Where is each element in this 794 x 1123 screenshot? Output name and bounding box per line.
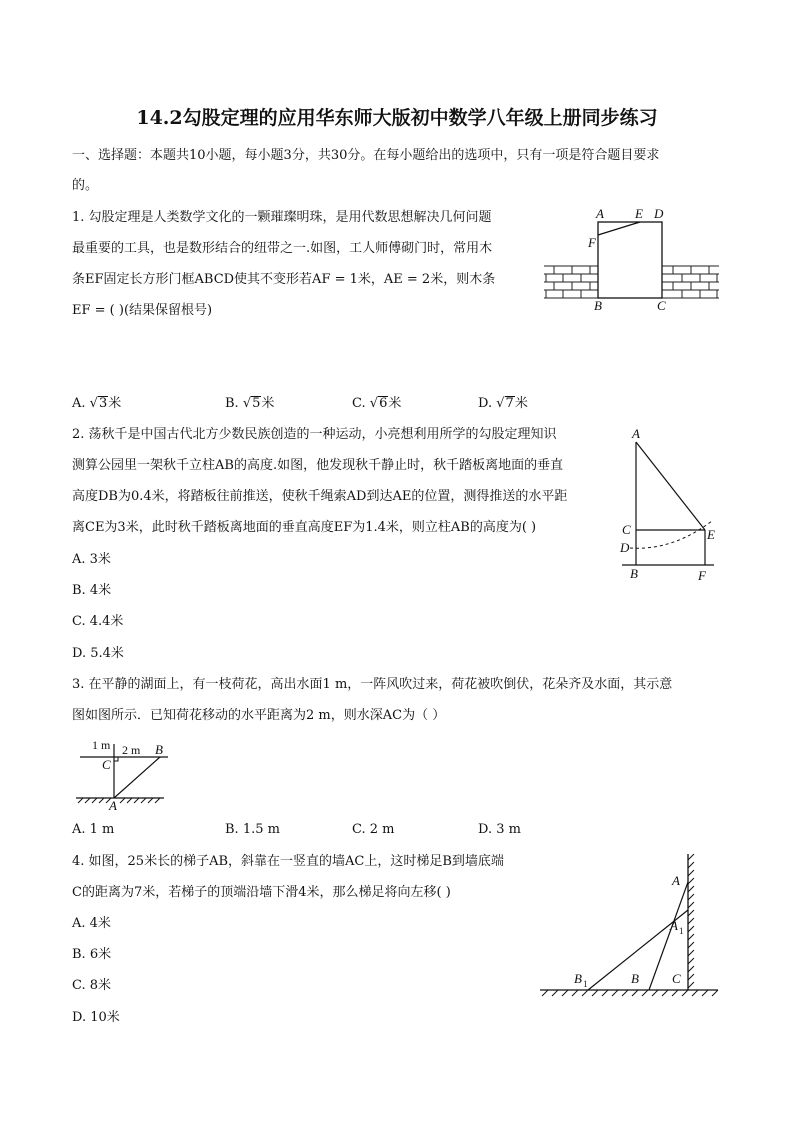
label-a1: A	[670, 918, 678, 933]
brick-wall-right	[662, 266, 719, 298]
label-b: B	[631, 971, 639, 986]
option-radicand: 5	[252, 396, 261, 411]
q1-option-b[interactable]	[225, 396, 274, 412]
label-f: F	[588, 235, 596, 250]
q2-stem-line3: 高度DB为0.4米，将踏板往前推送，使秋千绳索AD到达AE的位置，测得推送的水平距	[72, 489, 568, 504]
section-header-line1: 一、选择题：本题共10小题，每小题3分，共30分。在每小题给出的选项中，只有一项是符合题目要求	[72, 148, 660, 163]
label-c: C	[102, 757, 111, 772]
label-b1-sub: 1	[583, 979, 588, 989]
q3-option-c[interactable]: C. 2 m	[352, 822, 395, 837]
q2-swing-figure	[612, 425, 727, 585]
option-letter: A.	[72, 396, 86, 411]
swing-arc	[630, 521, 712, 548]
wall-hatch	[688, 854, 694, 988]
label-e: E	[707, 527, 715, 542]
option-unit: 米	[108, 396, 122, 411]
q1-option-d[interactable]	[478, 396, 528, 412]
option-radicand: 6	[379, 396, 388, 411]
q2-stem-line2: 测算公园里一架秋千立柱AB的高度.如图，他发现秋千静止时，秋千踏板离地面的垂直	[72, 458, 564, 473]
label-a: A	[109, 798, 117, 813]
lake-bed-hatch	[78, 798, 160, 803]
q4-stem-line2: C的距离为7米，若梯子的顶端沿墙下滑4米，那么梯足将向左移( )	[72, 885, 451, 900]
label-2m: 2 m	[122, 743, 141, 757]
sqrt-icon: √	[369, 396, 379, 411]
label-a: A	[672, 873, 680, 888]
q2-option-b[interactable]: B. 4米	[72, 583, 112, 598]
q1-option-c[interactable]	[352, 396, 401, 412]
label-f: F	[698, 568, 706, 583]
option-letter: B.	[225, 396, 239, 411]
q4-option-c[interactable]: C. 8米	[72, 978, 112, 993]
q1-stem-line2: 最重要的工具，也是数形结合的纽带之一.如图，工人师傅砌门时，常用木	[72, 241, 493, 256]
page-title: 14.2勾股定理的应用华东师大版初中数学八年级上册同步练习	[136, 107, 658, 129]
q3-lotus-figure	[72, 735, 172, 813]
label-e: E	[635, 206, 643, 221]
label-c: C	[657, 298, 666, 313]
label-a1-sub: 1	[679, 926, 684, 936]
q3-stem-line1: 3. 在平静的湖面上，有一枝荷花，高出水面1 m，一阵风吹过来，荷花被吹倒伏，花朵齐及水面，其示意	[72, 677, 673, 692]
brick-wall-left	[544, 266, 598, 298]
q4-option-a[interactable]: A. 4米	[72, 916, 111, 931]
option-radicand: 3	[98, 396, 108, 411]
label-c: C	[672, 971, 681, 986]
sqrt-icon: √	[89, 396, 98, 411]
section-header-line2: 的。	[72, 178, 99, 193]
label-b: B	[630, 566, 638, 581]
q4-option-b[interactable]: B. 6米	[72, 947, 112, 962]
label-d: D	[620, 540, 630, 555]
label-1m: 1 m	[92, 738, 111, 752]
sqrt-icon: √	[496, 396, 505, 411]
option-letter: C.	[352, 396, 366, 411]
q2-stem-line1: 2. 荡秋千是中国古代北方少数民族创造的一种运动，小亮想利用所学的勾股定理知识	[72, 427, 557, 442]
q1-option-a[interactable]	[72, 396, 121, 412]
q4-stem-line1: 4. 如图，25米长的梯子AB，斜靠在一竖直的墙AC上，这时梯足B到墙底端	[72, 854, 504, 869]
q4-option-d[interactable]: D. 10米	[72, 1010, 120, 1025]
door-frame-rect	[598, 222, 662, 298]
q1-stem-line3: 条EF固定长方形门框ABCD使其不变形若AF = 1米，AE = 2米，则木条	[72, 272, 496, 287]
q4-ladder-figure	[538, 850, 723, 1000]
q1-stem-line4: EF = ( )(结果保留根号)	[72, 303, 213, 318]
stem-ab	[114, 757, 160, 798]
q3-option-a[interactable]: A. 1 m	[72, 822, 115, 837]
label-b: B	[594, 298, 602, 313]
label-b1: B	[574, 971, 582, 986]
label-c: C	[622, 522, 631, 537]
option-letter: D.	[478, 396, 493, 411]
option-unit: 米	[514, 396, 528, 411]
sqrt-icon: √	[242, 396, 252, 411]
option-radicand: 7	[505, 396, 514, 411]
label-d: D	[654, 206, 664, 221]
label-a: A	[632, 426, 640, 441]
label-b: B	[155, 742, 163, 757]
q2-option-a[interactable]: A. 3米	[72, 552, 111, 567]
q2-option-c[interactable]: C. 4.4米	[72, 614, 124, 629]
label-a: A	[596, 206, 604, 221]
option-unit: 米	[388, 396, 402, 411]
q3-stem-line2: 图如图所示．已知荷花移动的水平距离为2 m，则水深AC为（ ）	[72, 708, 446, 723]
rope-ae	[636, 442, 705, 530]
q1-stem-line1: 1. 勾股定理是人类数学文化的一颗璀璨明珠，是用代数思想解决几何问题	[72, 210, 492, 225]
q2-option-d[interactable]: D. 5.4米	[72, 646, 124, 661]
q3-option-b[interactable]: B. 1.5 m	[225, 822, 280, 837]
ground-hatch	[542, 990, 718, 996]
option-unit: 米	[261, 396, 275, 411]
q1-door-frame-figure	[540, 200, 725, 315]
q2-stem-line4: 离CE为3米，此时秋千踏板离地面的垂直高度EF为1.4米，则立柱AB的高度为( )	[72, 520, 537, 535]
q3-option-d[interactable]: D. 3 m	[478, 822, 521, 837]
